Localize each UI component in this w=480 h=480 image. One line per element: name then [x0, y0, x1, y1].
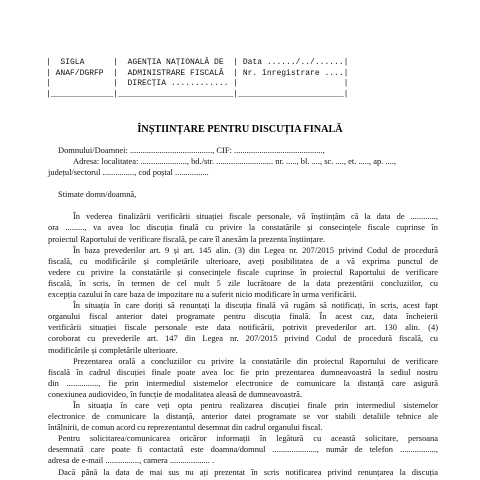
paragraph-line: întâlnirii, de comun acord cu reprezentantul desemnat din cadrul organului fiscal.	[48, 422, 323, 433]
paragraph-line: electronice de comunicare la distanță, anterior datei programate se vor stabili detaliile tehnice ale	[48, 411, 438, 422]
paragraph-line: conexiunea audiovideo, în funcție de modalitatea aleasă de dumneavoastră.	[48, 388, 302, 399]
paragraph-line: Pentru solicitarea/comunicarea oricăror informații în legătură cu această solicitare, persoana	[58, 433, 438, 444]
paragraph-line: organului fiscal anterior datei programate pentru discuția finală. În acest caz, data încheierii	[48, 311, 438, 322]
address-line: Adresa: localitatea: ......................, bd./str. ........................... nr. ....., bl. ...., sc. ...., et. ....., ap. ....,	[73, 156, 396, 167]
document-body	[48, 145, 438, 478]
paragraph-line: fiscală, în scris, în termen de cel mult 5 zile lucrătoare de la data prezentării concluziilor, cu	[48, 277, 438, 288]
paragraph-line: Dacă până la data de mai sus nu ați prezentat în scris notificarea privind renunțarea la discuția	[58, 466, 438, 477]
paragraph-line: În vederea finalizării verificării situației fiscale personale, vă înștiințăm că la data de ............,	[73, 211, 438, 222]
paragraph-line: proiectul Raportului de verificare fiscală, pe care îl anexăm la prezenta înștiințare.	[48, 233, 326, 244]
letterhead-row: | | DIRECȚIA ............ | |	[46, 79, 349, 88]
letterhead-row: | ANAF/DGRFP | ADMINISTRARE FISCALĂ | Nr. înregistrare ....|	[46, 68, 349, 78]
paragraph-line: Prezentarea orală a concluziilor cu privire la constatările din proiectul Raportului de verificare	[73, 355, 438, 366]
paragraph-line: desemnată care poate fi contactată este doamna/domnul ....................., număr de telefon .................,	[48, 444, 438, 455]
paragraph-line: verificării situației fiscale personale este data notificării, potrivit prevederilor art. 130 alin. (4)	[48, 322, 438, 333]
paragraph-line: În situația în care doriți să renunțați la discuția finală vă rugăm să notificați, în scris, acest fapt	[73, 300, 438, 311]
paragraph-line: În situația în care veți opta pentru realizarea discuției finale prin intermediul sistemelor	[73, 399, 438, 410]
paragraph-line: excepția cazului în care baza de impozitare nu a suferit nicio modificare în urma verificării.	[48, 289, 357, 300]
salutation: Stimate domn/doamnă,	[58, 189, 137, 200]
paragraph-line: fiscală în cadrul discuției finale poate avea loc fie prin prezentarea dumneavoastră la sediul nostru	[48, 366, 438, 377]
paragraph-line: coroborat cu prevederile art. 147 din Legea nr. 207/2015 privind Codul de procedură fiscală, cu	[48, 333, 438, 344]
letterhead-row: |_____________|________________________|______________________|	[46, 89, 349, 99]
paragraph-line: adresa de e-mail ................, camera ................... .	[48, 455, 215, 466]
document-title: ÎNȘTIINȚARE PENTRU DISCUȚIA FINALĂ	[137, 124, 343, 135]
paragraph-line: din ..............., fie prin intermediul sistemelor electronice de comunicare la distanță care asigură	[48, 377, 438, 388]
addressee-line: Domnului/Doamnei: ......................................., CIF: ..........................................,	[58, 145, 325, 155]
letterhead-row: | SIGLA | AGENȚIA NAȚIONALĂ DE | Data ....../../......|	[46, 58, 349, 67]
paragraph-line: modificările și completările ulterioare.	[48, 344, 178, 355]
letterhead-table	[46, 58, 348, 100]
paragraph-line: vedere cu privire la constatările și consecințele fiscale cuprinse în proiectul Raportului de verificare	[48, 266, 438, 277]
paragraph-line: fiscală, cu modificările și completările ulterioare, aveți posibilitatea de a vă exprima punctul de	[48, 255, 438, 266]
address-line: județul/sectorul ..............., cod poștal ................	[48, 167, 209, 178]
paragraph-line: În baza prevederilor art. 9 și art. 145 alin. (3) din Legea nr. 207/2015 privind Codul de procedură	[73, 244, 438, 255]
paragraph-line: ora ........., va avea loc discuția finală cu privire la constatările și consecințele fiscale cuprinse în	[48, 222, 438, 233]
